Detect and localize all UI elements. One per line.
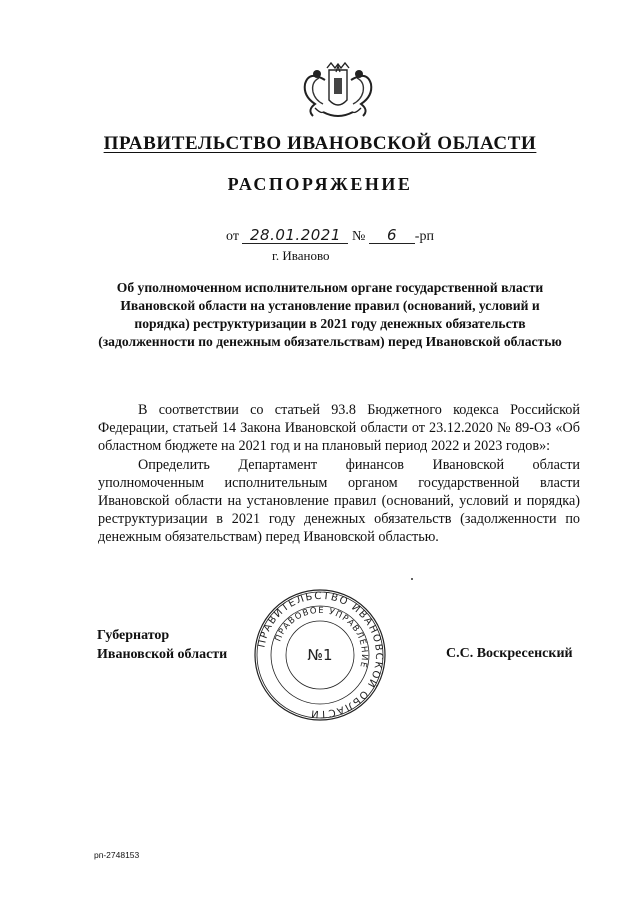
government-title: ПРАВИТЕЛЬСТВО ИВАНОВСКОЙ ОБЛАСТИ (103, 133, 537, 154)
date-number-line (226, 227, 434, 245)
number-sign: № (351, 229, 366, 244)
official-seal (253, 588, 387, 722)
seal-inner-text: ПРАВОВОЕ УПРАВЛЕНИЕ (273, 605, 370, 670)
number-suffix: -рп (414, 229, 434, 244)
ink-dot (411, 578, 413, 580)
document-type-heading: РАСПОРЯЖЕНИЕ (227, 174, 413, 194)
position-line: Губернатор (97, 628, 170, 643)
position-line: Ивановской области (97, 647, 228, 662)
seal-center-number: №1 (307, 646, 333, 664)
document-code: рп-2748153 (94, 850, 140, 860)
body-paragraph: Определить Департамент финансов Ивановской области уполномоченным исполнительным органом государственной власти Ивановской области на установление правил (оснований, условий и порядка) реструктуризации в 2021 году денежных обязательств (задолженности по денежным обязательствам) перед Ивановской областью. (98, 456, 580, 546)
document-number: 6 (369, 227, 415, 244)
signatory-position (97, 626, 227, 664)
body-paragraph: В соответствии со статьей 93.8 Бюджетного кодекса Российской Федерации, статьей 14 Закона Ивановской области от 23.12.2020 № 89-ОЗ «Об областном бюджете на 2021 год и на плановый период 2022 и 2023 годов»: (98, 402, 580, 455)
from-label: от (226, 229, 239, 244)
coat-of-arms-icon (295, 60, 381, 120)
city: г. Иваново (272, 248, 330, 263)
document-date: 28.01.2021 (242, 227, 348, 244)
document-subject: Об уполномоченном исполнительном органе государственной власти Ивановской области на установление правил (оснований, условий и порядка) реструктуризации в 2021 году денежных обязательств (задолженности по денежным обязательствам) перед Ивановской областью (98, 280, 562, 349)
seal-outer-text: ПРАВИТЕЛЬСТВО ИВАНОВСКОЙ ОБЛАСТИ (256, 590, 385, 720)
document-body (98, 401, 580, 547)
signatory-name: С.С. Воскресенский (446, 646, 573, 661)
